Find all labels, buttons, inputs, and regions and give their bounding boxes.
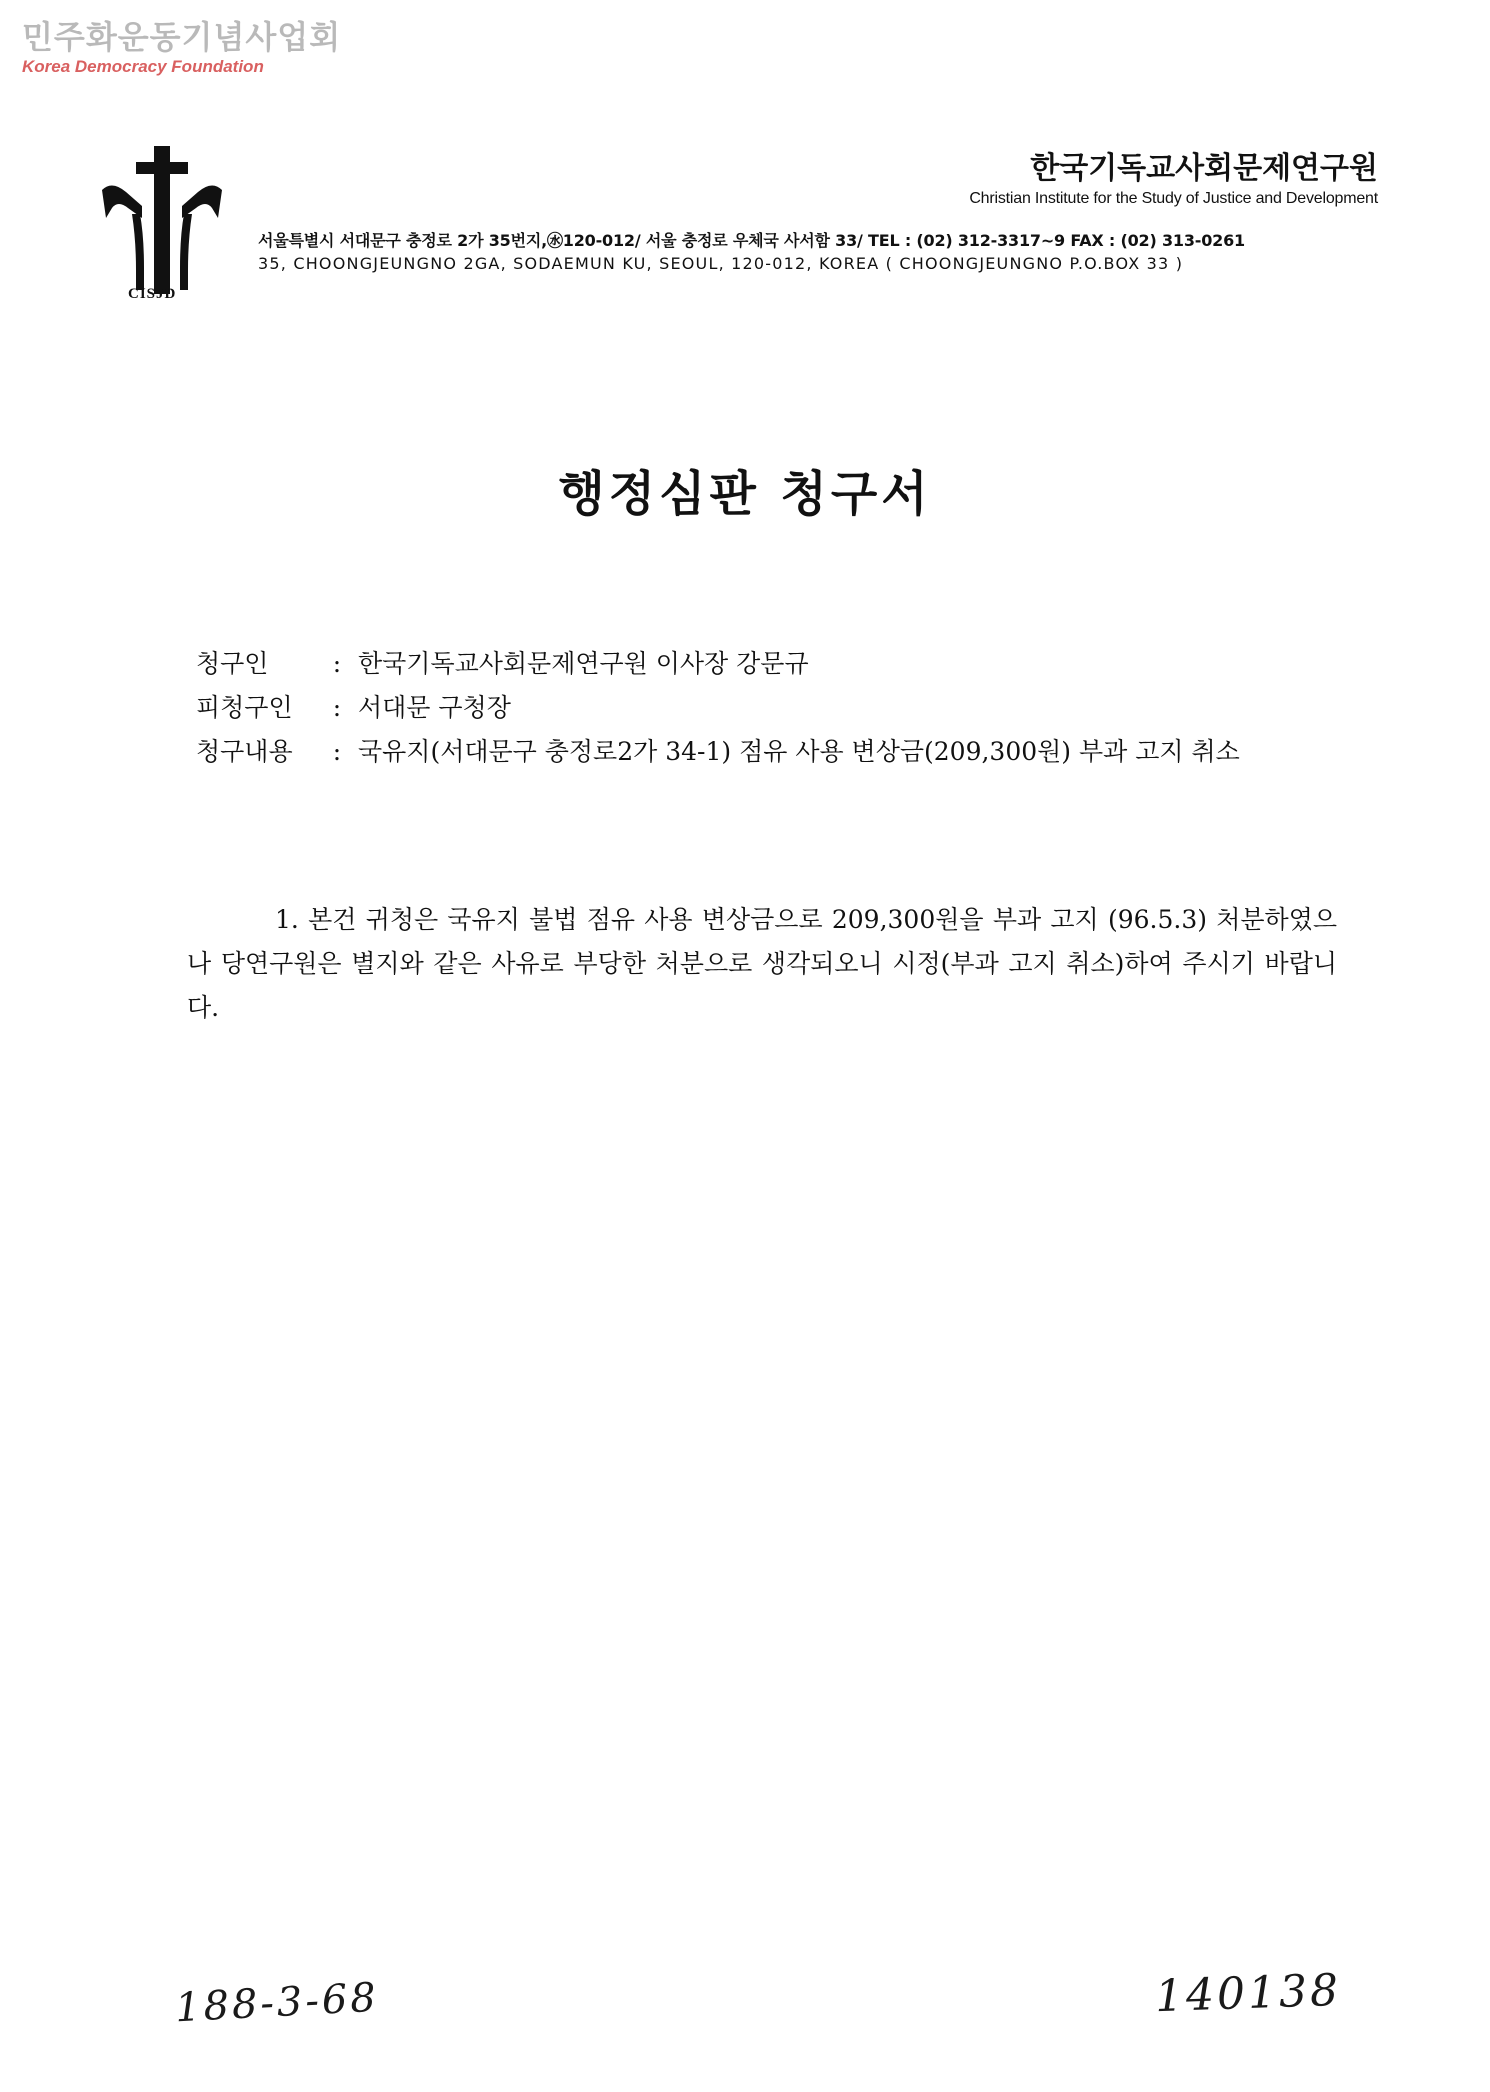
field-label: 청구인 — [196, 649, 269, 678]
organization-header — [969, 150, 1378, 210]
field-value: 서대문 구청장 — [358, 693, 511, 722]
field-label: 피청구인 — [196, 693, 293, 722]
address-english: 35, CHOONGJEUNGNO 2GA, SODAEMUN KU, SEOUL, 120-012, KOREA ( CHOONGJEUNGNO P.O.BOX 33 ) — [258, 254, 1184, 273]
org-name-english: Christian Institute for the Study of Justice and Development — [969, 190, 1378, 207]
field-value: 국유지(서대문구 충정로2가 34-1) 점유 사용 변상금(209,300원) 부과 고지 취소 — [358, 737, 1240, 766]
org-name-korean: 한국기독교사회문제연구원 — [1030, 151, 1378, 186]
address-korean: 서울특별시 서대문구 충정로 2가 35번지,㊌120-012/ 서울 충정로 우체국 사서함 33/ TEL : (02) 312-3317~9 FAX : (02) 313-0261 — [258, 231, 1245, 250]
field-petitioner — [196, 642, 1336, 686]
petition-fields — [196, 642, 1336, 774]
handwritten-reference: 188-3-68 — [173, 1974, 380, 2032]
document-title: 행정심판 청구서 — [558, 466, 932, 522]
field-value: 한국기독교사회문제연구원 이사장 강문규 — [358, 649, 809, 678]
body-paragraph: 1. 본건 귀청은 국유지 불법 점유 사용 변상금으로 209,300원을 부과 고지 (96.5.3) 처분하였으나 당연구원은 별지와 같은 사유로 부당한 처분으로 생각되오니 시정(부과 고지 취소)하여 주시기 바랍니다. — [187, 905, 1337, 1022]
field-respondent — [196, 686, 1336, 730]
field-colon: : — [332, 737, 342, 766]
field-claim — [196, 730, 1336, 774]
cisjd-logo-icon — [92, 140, 232, 308]
logo-caption: CISJD — [128, 286, 177, 302]
watermark — [22, 18, 341, 78]
field-label: 청구내용 — [196, 737, 293, 766]
watermark-english: Korea Democracy Foundation — [22, 57, 264, 76]
handwritten-number: 140138 — [1154, 1964, 1342, 2023]
watermark-korean: 민주화운동기념사업회 — [22, 18, 342, 56]
field-colon: : — [332, 649, 342, 678]
field-colon: : — [332, 693, 342, 722]
